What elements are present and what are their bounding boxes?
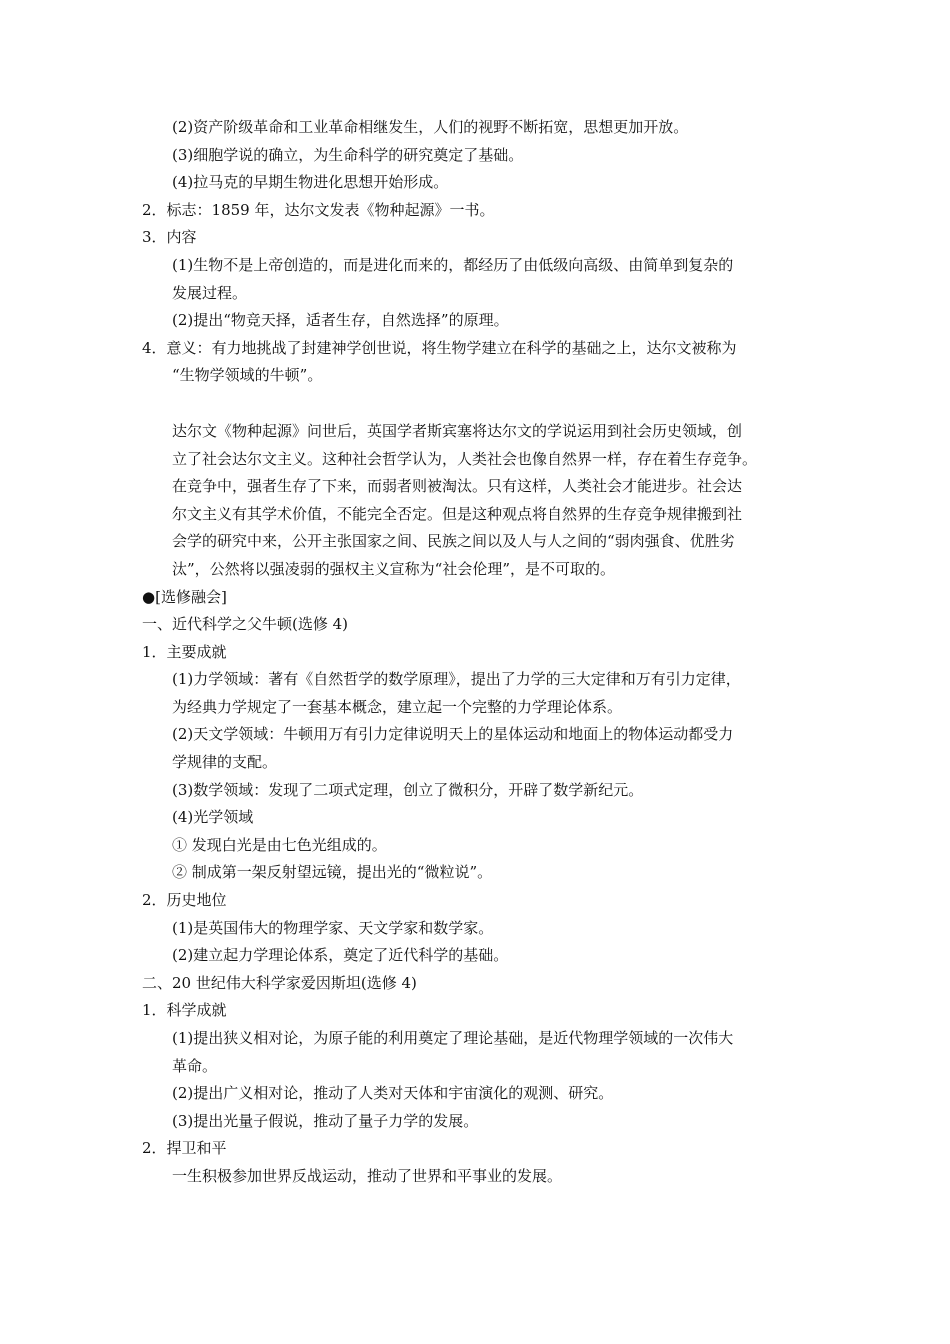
- heading-line: 4．意义：有力地挑战了封建神学创世说，将生物学建立在科学的基础之上，达尔文被称为: [142, 338, 737, 357]
- body-line: “生物学领域的牛顿”。: [172, 366, 323, 385]
- body-line: 为经典力学规定了一套基本概念，建立起一个完整的力学理论体系。: [172, 697, 623, 716]
- heading-line: 2．历史地位: [142, 891, 227, 910]
- body-line: (3)数学领域：发现了二项式定理，创立了微积分，开辟了数学新纪元。: [172, 780, 644, 799]
- body-line: (3)提出光量子假说，推动了量子力学的发展。: [172, 1111, 479, 1130]
- body-line: 会学的研究中来，公开主张国家之间、民族之间以及人与人之间的“弱肉强食、优胜劣: [172, 532, 735, 551]
- body-line: ② 制成第一架反射望远镜，提出光的“微粒说”。: [172, 863, 493, 882]
- body-line: (2)资产阶级革命和工业革命相继发生，人们的视野不断拓宽，思想更加开放。: [172, 118, 689, 136]
- body-line: (2)天文学领域：牛顿用万有引力定律说明天上的星体运动和地面上的物体运动都受力: [172, 725, 734, 744]
- body-line: (1)生物不是上帝创造的，而是进化而来的，都经历了由低级向高级、由简单到复杂的: [172, 255, 734, 274]
- heading-line: 3．内容: [142, 228, 197, 247]
- body-line: ① 发现白光是由七色光组成的。: [172, 835, 387, 854]
- body-line: (4)拉马克的早期生物进化思想开始形成。: [172, 173, 449, 192]
- heading-line: 1．主要成就: [142, 642, 227, 661]
- body-line: (1)是英国伟大的物理学家、天文学家和数学家。: [172, 918, 494, 937]
- body-line: 在竞争中，强者生存了下来，而弱者则被淘汰。只有这样，人类社会才能进步。社会达: [172, 477, 743, 496]
- heading-line: 2．捍卫和平: [142, 1139, 227, 1158]
- document-page: [0, 114, 950, 1191]
- body-line: 立了社会达尔文主义。这种社会哲学认为，人类社会也像自然界一样，存在着生存竞争。: [172, 449, 758, 468]
- heading-line: ●[选修融会]: [142, 587, 227, 606]
- body-line: 革命。: [172, 1056, 218, 1075]
- body-line: 一生积极参加世界反战运动，推动了世界和平事业的发展。: [172, 1166, 563, 1185]
- paragraph-gap: [0, 390, 950, 418]
- heading-line: 1．科学成就: [142, 1001, 227, 1020]
- body-line: (3)细胞学说的确立，为生命科学的研究奠定了基础。: [172, 145, 524, 164]
- body-line: (2)提出“物竞天择，适者生存，自然选择”的原理。: [172, 311, 509, 330]
- body-line: (1)提出狭义相对论，为原子能的利用奠定了理论基础，是近代物理学领域的一次伟大: [172, 1029, 734, 1047]
- body-line: (4)光学领域: [172, 808, 254, 827]
- body-line: 学规律的支配。: [172, 753, 278, 772]
- body-line: 达尔文《物种起源》问世后，英国学者斯宾塞将达尔文的学说运用到社会历史领域，创: [172, 421, 743, 440]
- body-line: (2)建立起力学理论体系，奠定了近代科学的基础。: [172, 946, 509, 965]
- heading-line: 二、20 世纪伟大科学家爱因斯坦(选修 4): [142, 973, 417, 992]
- body-line: (2)提出广义相对论，推动了人类对天体和宇宙演化的观测、研究。: [172, 1084, 614, 1103]
- heading-line: 一、近代科学之父牛顿(选修 4): [142, 615, 349, 634]
- body-line: 尔文主义有其学术价值，不能完全否定。但是这种观点将自然界的生存竞争规律搬到社: [172, 504, 743, 523]
- body-line: 发展过程。: [172, 283, 248, 302]
- body-line: 汰”，公然将以强凌弱的强权主义宣称为“社会伦理”，是不可取的。: [172, 559, 616, 578]
- heading-line: 2．标志：1859 年，达尔文发表《物种起源》一书。: [142, 200, 495, 219]
- body-line: (1)力学领域：著有《自然哲学的数学原理》，提出了力学的三大定律和万有引力定律，: [172, 670, 741, 689]
